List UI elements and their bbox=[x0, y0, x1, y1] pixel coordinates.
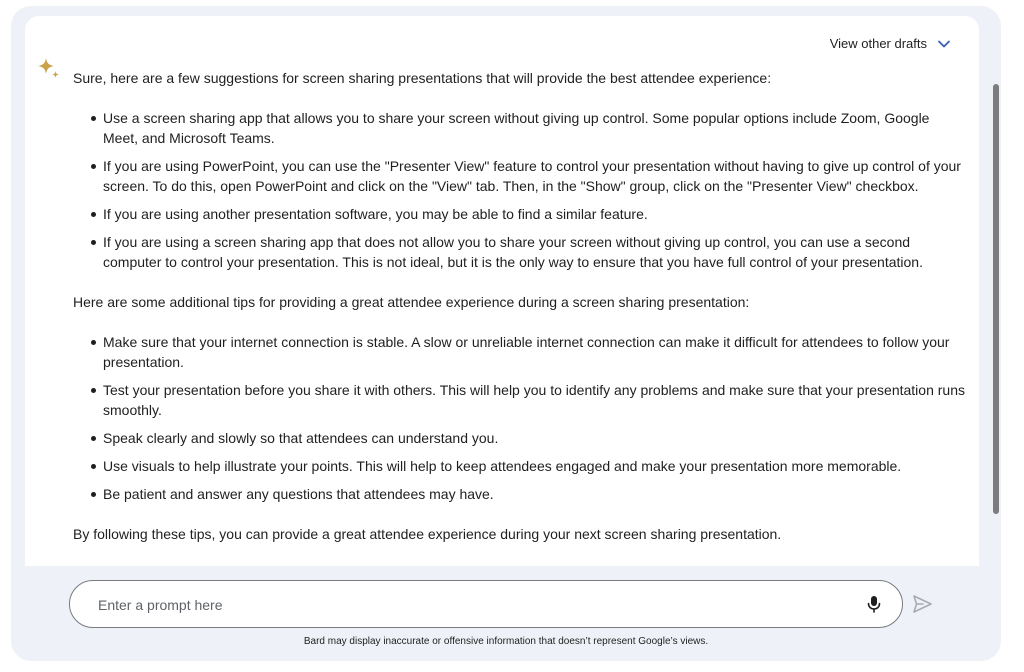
list-item: Use visuals to help illustrate your points. This will help to keep attendees engaged and make your presentation more memorable. bbox=[103, 456, 968, 476]
list-item: If you are using PowerPoint, you can use the "Presenter View" feature to control your presentation without having to give up control of your screen. To do this, open PowerPoint and click on the "View" tab. Then, in the "Show" group, click on the "Presenter View" checkbox. bbox=[103, 156, 968, 196]
tips-list bbox=[73, 332, 968, 504]
prompt-input[interactable] bbox=[96, 593, 840, 617]
bard-window bbox=[11, 6, 1001, 661]
list-item: Be patient and answer any questions that attendees may have. bbox=[103, 484, 968, 504]
list-item: Speak clearly and slowly so that attendees can understand you. bbox=[103, 428, 968, 448]
response-intro: Sure, here are a few suggestions for screen sharing presentations that will provide the best attendee experience: bbox=[73, 70, 772, 86]
view-other-drafts-button[interactable] bbox=[830, 36, 951, 51]
response-text bbox=[73, 68, 968, 544]
list-item: Make sure that your internet connection is stable. A slow or unreliable internet connection can make it difficult for attendees to follow your presentation. bbox=[103, 332, 968, 372]
prompt-box[interactable] bbox=[69, 580, 903, 628]
list-item: If you are using a screen sharing app that does not allow you to share your screen without giving up control, you can use a second computer to control your presentation. This is not ideal, but it is the only way to ensure that you have full control of your presentation. bbox=[103, 232, 968, 272]
disclaimer-text: Bard may display inaccurate or offensive information that doesn’t represent Google’s views. bbox=[303, 636, 709, 647]
microphone-icon[interactable] bbox=[864, 594, 884, 614]
view-drafts-label: View other drafts bbox=[829, 36, 927, 51]
scrollbar-thumb[interactable] bbox=[993, 84, 999, 514]
response-closing: By following these tips, you can provide a great attendee experience during your next screen sharing presentation. bbox=[73, 526, 782, 542]
tips-intro: Here are some additional tips for providing a great attendee experience during a screen sharing presentation: bbox=[73, 294, 750, 310]
suggestions-list bbox=[73, 108, 968, 272]
send-icon[interactable] bbox=[911, 593, 933, 615]
response-card bbox=[25, 16, 979, 566]
list-item: If you are using another presentation software, you may be able to find a similar feature. bbox=[103, 204, 968, 224]
chevron-down-icon bbox=[937, 39, 951, 49]
sparkle-icon bbox=[36, 56, 62, 82]
list-item: Test your presentation before you share it with others. This will help you to identify any problems and make sure that your presentation runs smoothly. bbox=[103, 380, 968, 420]
list-item: Use a screen sharing app that allows you to share your screen without giving up control. Some popular options include Zoom, Google Meet, and Microsoft Teams. bbox=[103, 108, 968, 148]
